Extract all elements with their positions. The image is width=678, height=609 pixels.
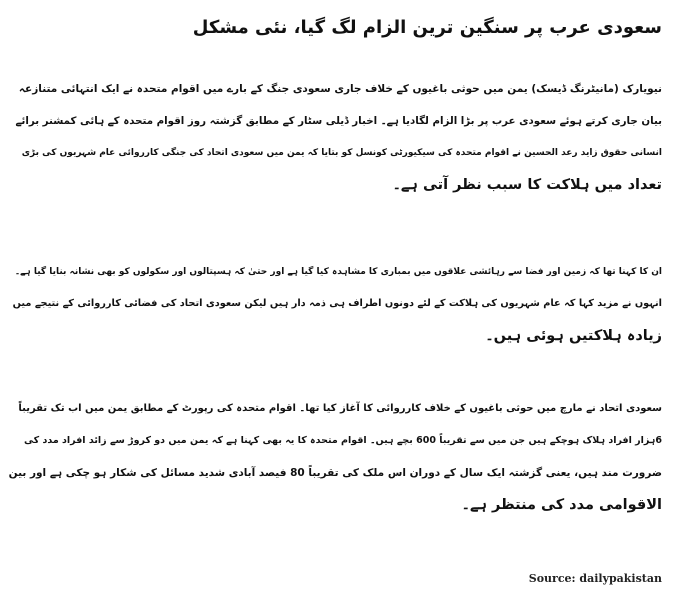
article-paragraph-1: [8, 73, 662, 201]
paragraph-line: انسانی حقوق زاید رعد الحسین نے اقوام متحدہ کی سیکیورٹی کونسل کو بتایا کہ یمن میں سعودی اتحاد کی جنگی کارروائی عام شہریوں کی بڑی: [21, 148, 662, 158]
paragraph-line: زیادہ ہلاکتیں ہوئی ہیں۔: [485, 328, 662, 344]
source-credit: Source: dailypakistan: [528, 572, 662, 585]
article-paragraph-3: [8, 393, 662, 521]
article-headline: سعودی عرب پر سنگین ترین الزام لگ گیا، نئی مشکل: [192, 17, 662, 38]
paragraph-line: ضرورت مند ہیں، یعنی گزشتہ ایک سال کے دوران اس ملک کی تقریباً 80 فیصد آبادی شدید مسائل کی شکار ہو چکی ہے اور بین: [8, 467, 662, 479]
paragraph-line: تعداد میں ہلاکت کا سبب نظر آتی ہے۔: [392, 177, 662, 193]
paragraph-line: انہوں نے مزید کہا کہ عام شہریوں کی ہلاکت کے لئے دونوں اطراف ہی ذمہ دار ہیں لیکن سعودی اتحاد کی فضائی کارروائی کے نتیجے میں: [12, 298, 662, 309]
paragraph-line: بیان جاری کرتے ہوئے سعودی عرب پر بڑا الزام لگادیا ہے۔ اخبار ڈیلی سٹار کے مطابق گزشتہ روز اقوام متحدہ کے ہائی کمشنر برائے: [15, 115, 662, 127]
paragraph-line: نیویارک (مانیٹرنگ ڈیسک) یمن میں حوثی باغیوں کے خلاف جاری سعودی جنگ کے بارے میں اقوام متحدہ نے ایک انتہائی متنازعہ: [18, 83, 662, 95]
paragraph-line: ان کا کہنا تھا کہ زمین اور فضا سے رہائشی علاقوں میں بمباری کا مشاہدہ کیا گیا ہے اور حتیٰ کہ ہسپتالوں اور سکولوں کو بھی نشانہ بنایا گیا ہے۔: [14, 267, 662, 277]
paragraph-line: 6ہزار افراد ہلاک ہوچکے ہیں جن میں سے تقریباً 600 بچے ہیں۔ اقوام متحدہ کا یہ بھی کہنا ہے کہ یمن میں دو کروڑ سے زائد افراد مدد کی: [24, 435, 662, 446]
paragraph-line: سعودی اتحاد نے مارچ میں حوثی باغیوں کے خلاف کارروائی کا آغاز کیا تھا۔ اقوام متحدہ کی رپورٹ کے مطابق یمن میں اب تک تقریباً: [18, 403, 662, 414]
news-article: [8, 0, 662, 609]
paragraph-line: الاقوامی مدد کی منتظر ہے۔: [461, 497, 662, 513]
article-paragraph-2: [8, 256, 662, 352]
